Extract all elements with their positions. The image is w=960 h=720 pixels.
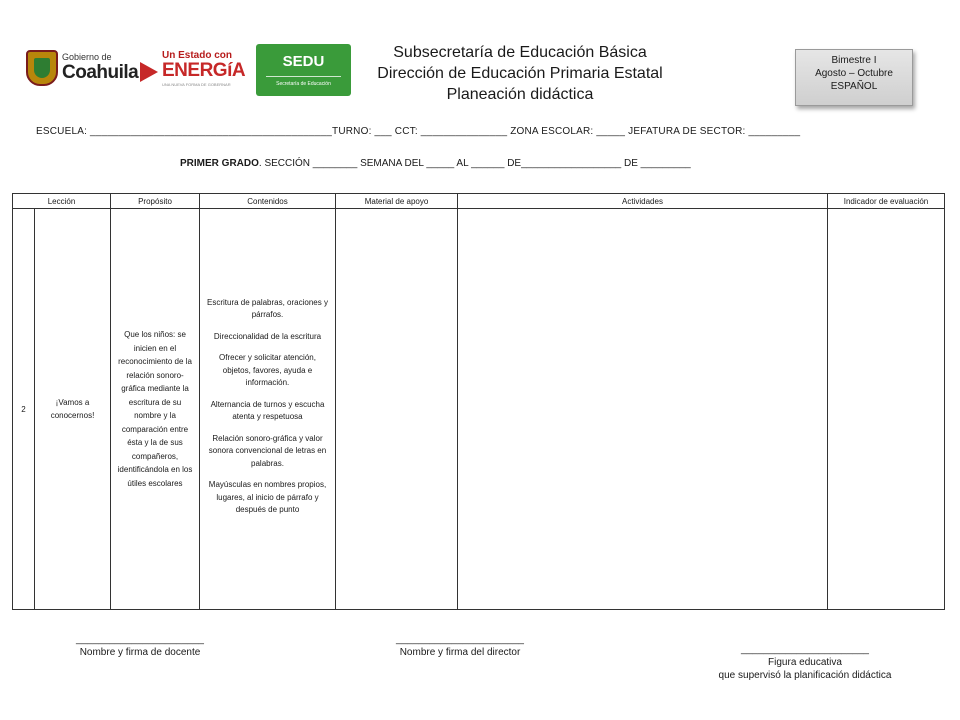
- header-actividades: Actividades: [458, 194, 828, 209]
- header-leccion: Lección: [13, 194, 111, 209]
- signature-label: Figura educativa: [768, 657, 842, 668]
- arrow-icon: [140, 62, 158, 82]
- coahuila-logo-text: Coahuila: [62, 62, 139, 83]
- bimestre-months: Agosto – Octubre: [815, 68, 893, 79]
- content-item: Escritura de palabras, oraciones y párrafos.: [207, 297, 328, 319]
- grade-label: PRIMER GRADO: [180, 158, 259, 169]
- energia-logo: [140, 50, 246, 88]
- signature-line: _______________________: [76, 634, 204, 645]
- school-info-line: ESCUELA: __________________________________________TURNO: ___ CCT: _______________ ZONA ESCOLAR: _____ JEFATURA DE SECTOR: _________: [36, 126, 801, 137]
- signature-line: _______________________: [396, 634, 524, 645]
- header-line-1: Subsecretaría de Educación Básica: [393, 44, 647, 61]
- bimestre-box: [795, 49, 913, 106]
- content-item: Alternancia de turnos y escucha atenta y respetuosa: [210, 399, 325, 421]
- header-indicador: Indicador de evaluación: [828, 194, 945, 209]
- bimestre-label: Bimestre I: [831, 55, 877, 66]
- purpose-text: Que los niños: se inicien en el reconocimiento de la relación sonoro-gráfica mediante la escritura de su nombre y la comparación entre ésta y la de sus compañeros, identificándola en los útiles escolares: [117, 330, 193, 488]
- lesson-number: 2: [13, 209, 35, 610]
- content-item: Direccionalidad de la escritura: [213, 331, 322, 341]
- signature-label: Nombre y firma del director: [399, 647, 521, 658]
- sedu-logo-subtitle: Secretaría de Educación: [276, 81, 331, 87]
- section-week-fields: . SECCIÓN ________ SEMANA DEL _____ AL ______ DE__________________ DE _________: [258, 158, 691, 169]
- document-header: [340, 42, 700, 105]
- sedu-logo: [256, 44, 351, 96]
- activities-cell[interactable]: [458, 209, 828, 610]
- signature-label: Nombre y firma de docente: [79, 647, 201, 658]
- planning-table: [12, 193, 945, 610]
- lesson-name-cell: [35, 209, 111, 610]
- energia-logo-small-text: Un Estado con: [162, 50, 233, 61]
- coahuila-logo-small-text: Gobierno de: [62, 52, 112, 62]
- coahuila-logo: [26, 48, 139, 88]
- energia-logo-tagline: UNA NUEVA FORMA DE GOBERNAR: [162, 82, 231, 87]
- sedu-logo-text: SEDU: [282, 53, 325, 70]
- contents-cell: [200, 209, 336, 610]
- teacher-signature: [40, 633, 240, 659]
- purpose-cell: [111, 209, 200, 610]
- header-line-3: Planeación didáctica: [446, 86, 594, 103]
- bimestre-subject: ESPAÑOL: [830, 81, 878, 92]
- signature-label: que supervisó la planificación didáctica: [718, 670, 892, 681]
- header-material: Material de apoyo: [336, 194, 458, 209]
- energia-logo-text: ENERGíA: [162, 60, 246, 81]
- grade-info-line: [180, 158, 691, 169]
- header-contenidos: Contenidos: [200, 194, 336, 209]
- indicator-cell[interactable]: [828, 209, 945, 610]
- header-proposito: Propósito: [111, 194, 200, 209]
- content-item: Ofrecer y solicitar atención, objetos, favores, ayuda e información.: [219, 353, 316, 387]
- lesson-name: ¡Vamos a conocernos!: [50, 397, 95, 420]
- sedu-divider: [266, 76, 341, 77]
- content-item: Mayúsculas en nombres propios, lugares, al inicio de párrafo y después de punto: [208, 480, 327, 514]
- director-signature: [360, 633, 560, 659]
- content-item: Relación sonoro-gráfica y valor sonora convencional de letras en palabras.: [208, 433, 327, 468]
- table-header-row: [13, 194, 945, 209]
- header-line-2: Dirección de Educación Primaria Estatal: [377, 65, 663, 82]
- table-row: [13, 209, 945, 610]
- supervisor-signature: [690, 643, 920, 682]
- coat-of-arms-icon: [26, 50, 58, 86]
- signature-line: _______________________: [741, 644, 869, 655]
- material-cell[interactable]: [336, 209, 458, 610]
